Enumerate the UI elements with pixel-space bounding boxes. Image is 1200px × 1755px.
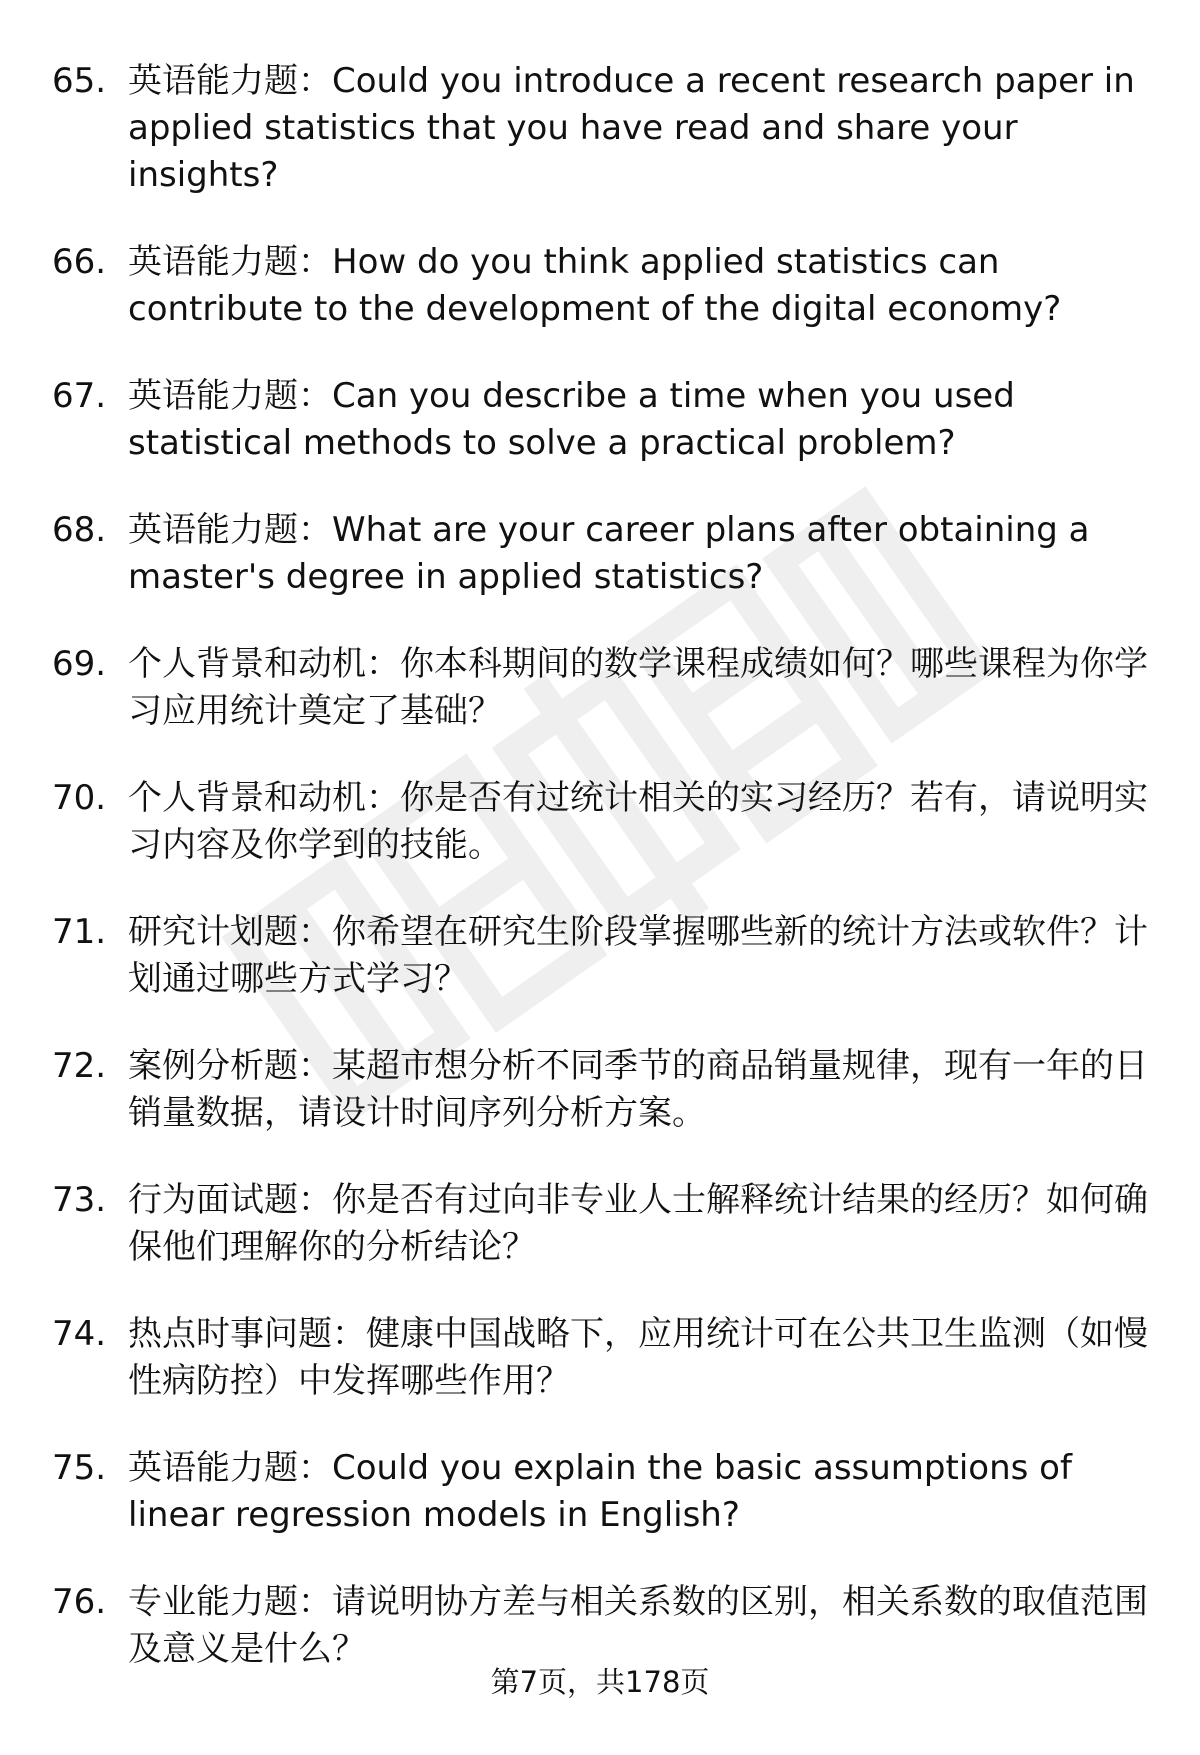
question-item [0, 58, 1200, 199]
question-text: 研究计划题：你希望在研究生阶段掌握哪些新的统计方法或软件？计划通过哪些方式学习？ [128, 912, 1148, 999]
question-item [0, 1043, 1200, 1137]
question-item [0, 507, 1200, 601]
question-number: 67. [52, 376, 107, 416]
question-item [0, 775, 1200, 869]
question-text: 个人背景和动机：你本科期间的数学课程成绩如何？哪些课程为你学习应用统计奠定了基础？ [128, 644, 1148, 731]
question-item [0, 239, 1200, 333]
question-item [0, 1579, 1200, 1673]
question-item [0, 909, 1200, 1003]
question-list [0, 58, 1200, 1713]
question-item [0, 1311, 1200, 1405]
question-number: 75. [52, 1448, 107, 1488]
question-text: 英语能力题：What are your career plans after obtaining a master's degree in applied statistics? [128, 510, 1090, 597]
question-item [0, 641, 1200, 735]
question-text: 个人背景和动机：你是否有过统计相关的实习经历？若有，请说明实习内容及你学到的技能。 [128, 778, 1148, 865]
question-number: 65. [52, 61, 107, 101]
question-text: 英语能力题：Could you introduce a recent research paper in applied statistics that you have read and share your insights? [128, 61, 1135, 195]
question-number: 74. [52, 1314, 107, 1354]
question-text: 专业能力题：请说明协方差与相关系数的区别，相关系数的取值范围及意义是什么？ [128, 1582, 1148, 1669]
question-number: 76. [52, 1582, 107, 1622]
question-text: 行为面试题：你是否有过向非专业人士解释统计结果的经历？如何确保他们理解你的分析结论？ [128, 1180, 1148, 1267]
question-number: 72. [52, 1046, 107, 1086]
question-text: 英语能力题：How do you think applied statistics can contribute to the development of the digital economy? [128, 242, 1062, 329]
question-number: 68. [52, 510, 107, 550]
question-item [0, 373, 1200, 467]
question-number: 69. [52, 644, 107, 684]
question-item [0, 1177, 1200, 1271]
question-number: 70. [52, 778, 107, 818]
question-text: 热点时事问题：健康中国战略下，应用统计可在公共卫生监测（如慢性病防控）中发挥哪些作用？ [128, 1314, 1148, 1401]
question-number: 71. [52, 912, 107, 952]
question-text: 英语能力题：Could you explain the basic assumptions of linear regression models in English? [128, 1448, 1072, 1535]
page-footer: 第7页，共178页 [490, 1665, 710, 1699]
question-number: 66. [52, 242, 107, 282]
question-text: 英语能力题：Can you describe a time when you used statistical methods to solve a practical problem? [128, 376, 1015, 463]
question-number: 73. [52, 1180, 107, 1220]
question-item [0, 1445, 1200, 1539]
question-text: 案例分析题：某超市想分析不同季节的商品销量规律，现有一年的日销量数据，请设计时间序列分析方案。 [128, 1046, 1148, 1133]
